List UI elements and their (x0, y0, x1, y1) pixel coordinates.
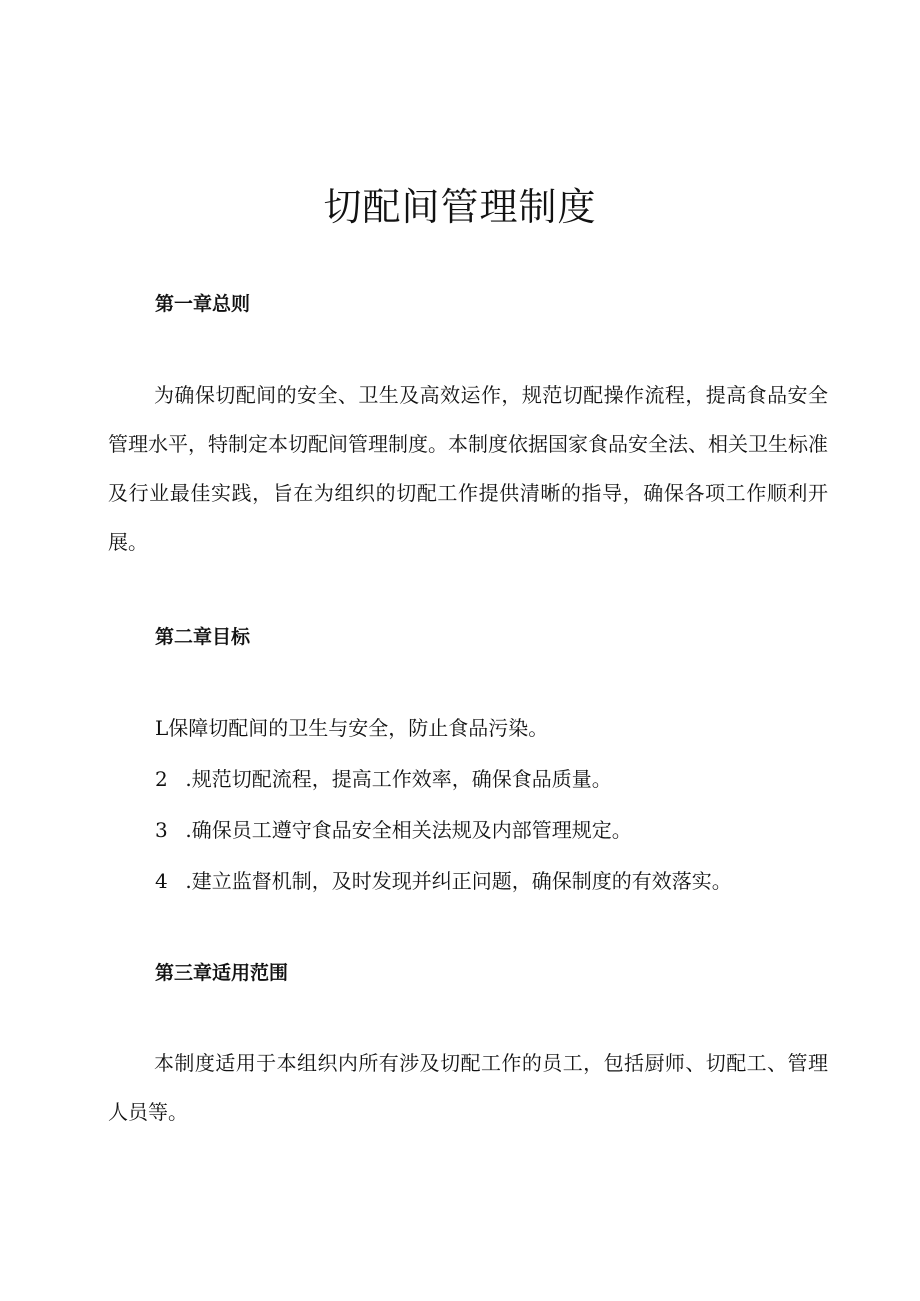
list-item (155, 861, 732, 912)
goals-list (155, 708, 732, 912)
list-item-number: 4 (155, 869, 168, 893)
list-item-number: 2 (155, 767, 168, 791)
list-item (155, 810, 732, 861)
list-item-text: 保障切配间的卫生与安全，防止食品污染。 (168, 716, 549, 740)
chapter-1-heading: 第一章总则 (155, 293, 251, 315)
list-item-number: L (155, 716, 169, 740)
list-item-number: 3 (155, 818, 168, 842)
chapter-3-paragraph: 本制度适用于本组织内所有涉及切配工作的员工，包括厨师、切配工、管理人员等。 (108, 1051, 828, 1124)
list-item-text: .确保员工遵守食品安全相关法规及内部管理规定。 (179, 818, 632, 842)
chapter-3-heading: 第三章适用范围 (155, 962, 289, 984)
list-item-text: .建立监督机制，及时发现并纠正问题，确保制度的有效落实。 (179, 869, 732, 893)
list-item (155, 708, 732, 759)
document-title: 切配间管理制度 (323, 185, 597, 229)
chapter-1-paragraph: 为确保切配间的安全、卫生及高效运作，规范切配操作流程，提高食品安全管理水平，特制定本切配间管理制度。本制度依据国家食品安全法、相关卫生标准及行业最佳实践，旨在为组织的切配工作提供清晰的指导，确保各项工作顺利开展。 (108, 383, 828, 554)
chapter-2-heading: 第二章目标 (155, 626, 251, 648)
list-item-text: .规范切配流程，提高工作效率，确保食品质量。 (179, 767, 612, 791)
list-item (155, 759, 732, 810)
